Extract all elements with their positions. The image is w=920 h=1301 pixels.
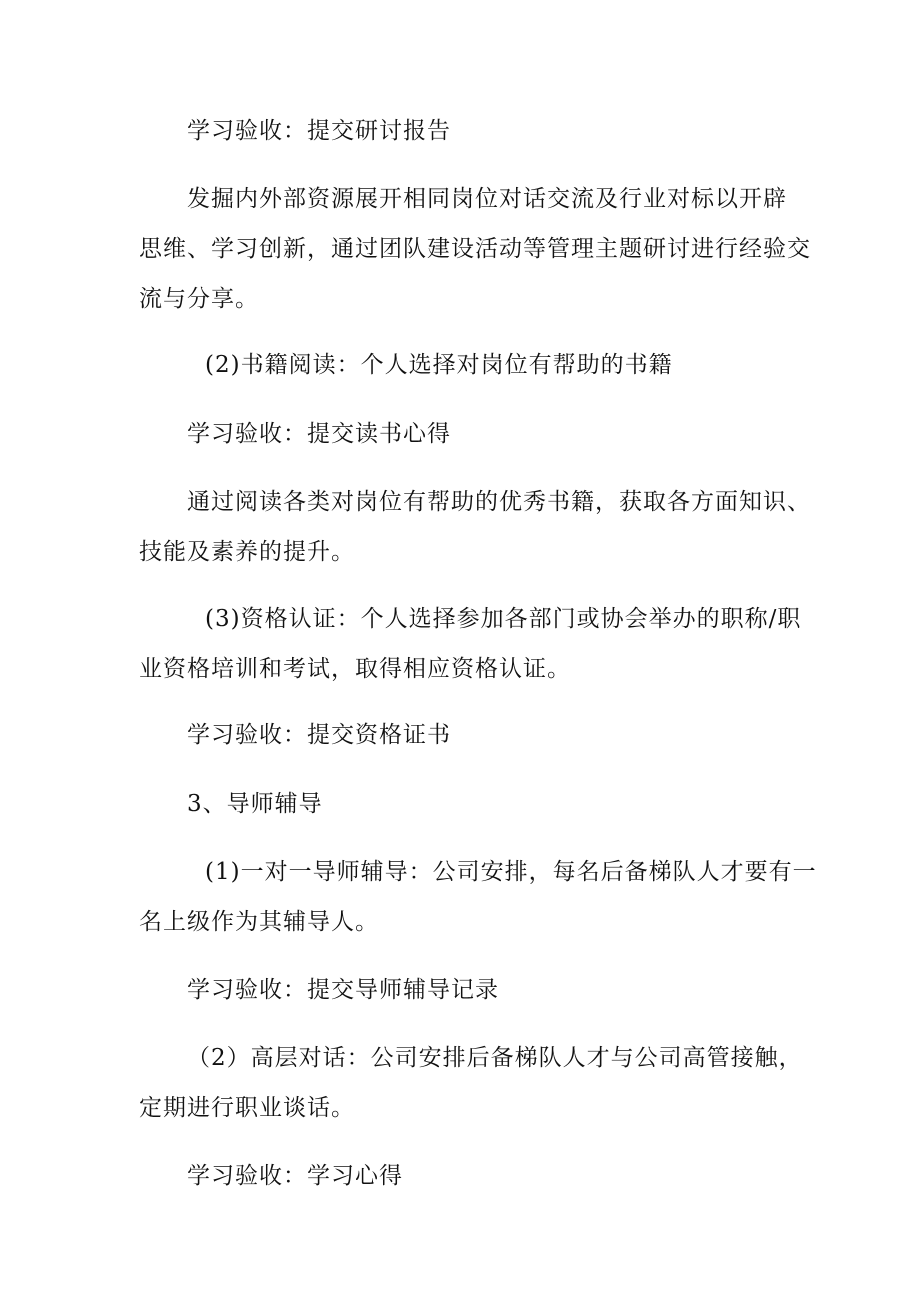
- item-mentoring-line-2: 名上级作为其辅导人。: [139, 909, 379, 935]
- acceptance-line-certificate: 学习验收：提交资格证书: [187, 722, 451, 748]
- paragraph-exchange-line-2: 思维、学习创新，通过团队建设活动等管理主题研讨进行经验交: [139, 236, 811, 262]
- acceptance-line-mentoring: 学习验收：提交导师辅导记录: [187, 977, 499, 1003]
- item-mentoring-line-1: (1)一对一导师辅导：公司安排，每名后备梯队人才要有一: [205, 859, 817, 885]
- acceptance-line-reading: 学习验收：提交读书心得: [187, 421, 451, 447]
- paragraph-exchange-line-1: 发掘内外部资源展开相同岗位对话交流及行业对标以开辟: [187, 186, 787, 212]
- item-executive-dialogue-line-2: 定期进行职业谈话。: [139, 1095, 355, 1121]
- acceptance-line-learning: 学习验收：学习心得: [187, 1163, 403, 1189]
- paragraph-reading-line-2: 技能及素养的提升。: [139, 539, 355, 565]
- item-certification-line-1: (3)资格认证：个人选择参加各部门或协会举办的职称/职: [205, 606, 802, 632]
- item-book-reading: (2)书籍阅读：个人选择对岗位有帮助的书籍: [205, 352, 673, 378]
- acceptance-line-report: 学习验收：提交研讨报告: [187, 118, 451, 144]
- item-executive-dialogue-line-1: （2）高层对话：公司安排后备梯队人才与公司高管接触，: [187, 1045, 803, 1071]
- paragraph-exchange-line-3: 流与分享。: [139, 286, 259, 312]
- item-certification-line-2: 业资格培训和考试，取得相应资格认证。: [139, 656, 571, 682]
- section-heading-mentoring: 3、导师辅导: [187, 791, 323, 817]
- paragraph-reading-line-1: 通过阅读各类对岗位有帮助的优秀书籍，获取各方面知识、: [187, 489, 811, 515]
